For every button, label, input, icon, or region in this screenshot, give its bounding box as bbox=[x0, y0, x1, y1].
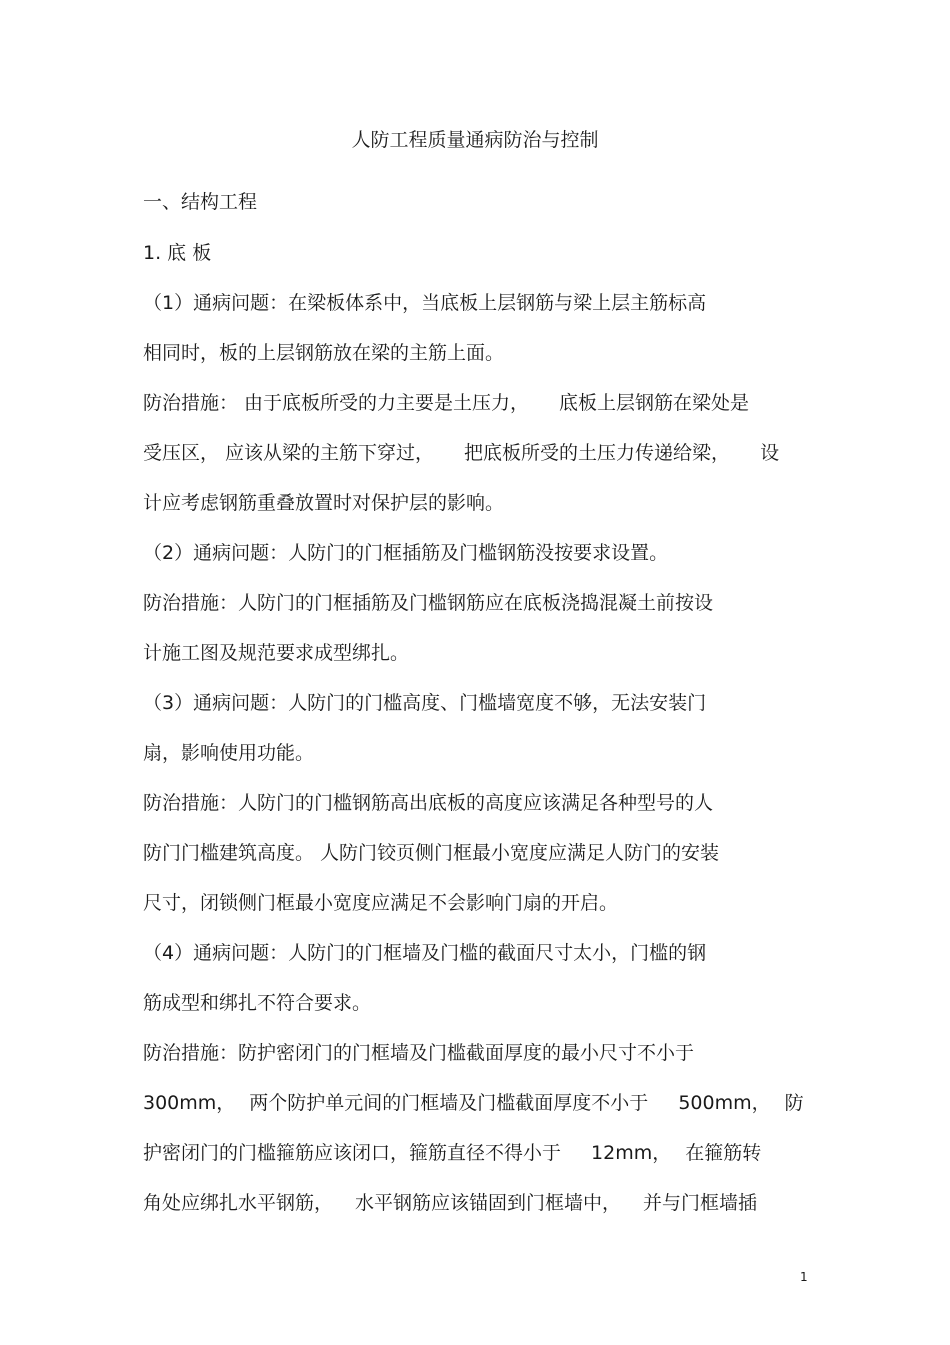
paragraph-line: 计施工图及规范要求成型绑扎。 bbox=[143, 642, 410, 664]
text-segment: 把底板所受的土压力传递给梁， bbox=[464, 442, 731, 464]
subsection-heading: 1. 底 板 bbox=[143, 242, 212, 264]
section-heading: 一、结构工程 bbox=[143, 191, 258, 213]
text-segment: 500mm， bbox=[678, 1092, 771, 1114]
paragraph-line: 防门门槛建筑高度。 人防门铰页侧门框最小宽度应满足人防门的安装 bbox=[143, 842, 720, 864]
paragraph-line: 扇，影响使用功能。 bbox=[143, 742, 315, 764]
page-title: 人防工程质量通病防治与控制 bbox=[351, 129, 599, 151]
text-segment: 防 bbox=[784, 1092, 804, 1114]
paragraph-line: 相同时，板的上层钢筋放在梁的主筋上面。 bbox=[143, 342, 505, 364]
paragraph-line bbox=[143, 1191, 757, 1215]
paragraph-line: 尺寸，闭锁侧门框最小宽度应满足不会影响门扇的开启。 bbox=[143, 892, 619, 914]
paragraph-line: （4）通病问题：人防门的门框墙及门槛的截面尺寸太小，门槛的钢 bbox=[143, 942, 707, 964]
paragraph-line: 计应考虑钢筋重叠放置时对保护层的影响。 bbox=[143, 492, 505, 514]
text-segment: 在箍筋转 bbox=[685, 1142, 762, 1164]
page-number: 1 bbox=[800, 1270, 808, 1284]
text-segment: 设 bbox=[760, 442, 780, 464]
paragraph-line: 防治措施：人防门的门槛钢筋高出底板的高度应该满足各种型号的人 bbox=[143, 792, 714, 814]
paragraph-line bbox=[143, 391, 749, 415]
paragraph-line bbox=[143, 1141, 761, 1165]
text-segment: 角处应绑扎水平钢筋， bbox=[143, 1192, 334, 1214]
paragraph-line: （1）通病问题：在梁板体系中，当底板上层钢筋与梁上层主筋标高 bbox=[143, 292, 707, 314]
paragraph-line: 筋成型和绑扎不符合要求。 bbox=[143, 992, 372, 1014]
text-segment: 受压区， 应该从梁的主筋下穿过， bbox=[143, 442, 435, 464]
paragraph-line bbox=[143, 441, 779, 465]
text-segment: 水平钢筋应该锚固到门框墙中， bbox=[355, 1192, 622, 1214]
paragraph-line: （3）通病问题：人防门的门槛高度、门槛墙宽度不够，无法安装门 bbox=[143, 692, 707, 714]
text-segment: 护密闭门的门槛箍筋应该闭口，箍筋直径不得小于 bbox=[143, 1142, 562, 1164]
text-segment: 防治措施： 由于底板所受的力主要是土压力， bbox=[143, 392, 530, 414]
text-segment: 两个防护单元间的门框墙及门槛截面厚度不小于 bbox=[249, 1092, 649, 1114]
paragraph-line: 防治措施：人防门的门框插筋及门槛钢筋应在底板浇捣混凝土前按设 bbox=[143, 592, 714, 614]
paragraph-line bbox=[143, 1091, 804, 1115]
paragraph-line: （2）通病问题：人防门的门框插筋及门槛钢筋没按要求设置。 bbox=[143, 542, 669, 564]
paragraph-line: 防治措施：防护密闭门的门框墙及门槛截面厚度的最小尺寸不小于 bbox=[143, 1042, 695, 1064]
text-segment: 300mm， bbox=[143, 1092, 236, 1114]
text-segment: 并与门框墙插 bbox=[643, 1192, 758, 1214]
text-segment: 12mm， bbox=[591, 1142, 672, 1164]
text-segment: 底板上层钢筋在梁处是 bbox=[559, 392, 750, 414]
